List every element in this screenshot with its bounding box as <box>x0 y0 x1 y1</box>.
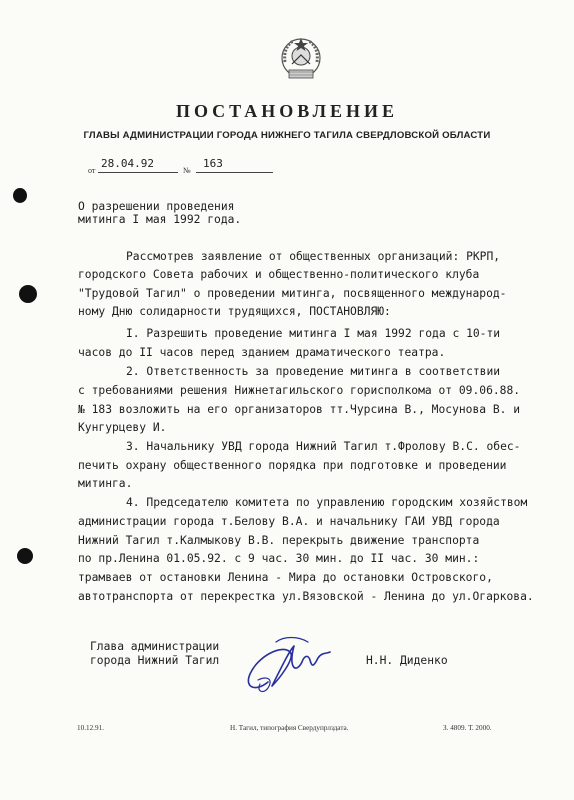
subject-line: О разрешении проведения <box>78 200 235 213</box>
document-date: 28.04.92 <box>101 157 154 170</box>
date-label: от <box>88 166 96 175</box>
body-line: администрации города т.Белову В.А. и начальнику ГАИ УВД города <box>78 515 500 528</box>
punch-hole-top <box>13 188 27 203</box>
footer-date: 10.12.91. <box>77 724 104 732</box>
footer-printer: Н. Тагил, типография Свердупрлздата. <box>230 724 349 732</box>
body-line: 4. Председателю комитета по управлению городским хозяйством <box>126 496 528 509</box>
body-line: Нижний Тагил т.Калмыкову В.В. перекрыть движение транспорта <box>78 534 480 547</box>
signatory-title: города Нижний Тагил <box>90 654 220 667</box>
body-line: 3. Начальнику УВД города Нижний Тагил т.Фролову В.С. обес- <box>126 440 521 453</box>
body-line: "Трудовой Тагил" о проведении митинга, посвященного междунаpод- <box>78 287 507 300</box>
body-line: митинга. <box>78 477 133 490</box>
page-subtitle: ГЛАВЫ АДМИНИСТРАЦИИ ГОРОДА НИЖНЕГО ТАГИЛА СВЕРДЛОВСКОЙ ОБЛАСТИ <box>83 130 491 141</box>
number-underline <box>196 172 273 173</box>
body-line: печить охрану общественного порядка при подготовке и проведении <box>78 459 507 472</box>
body-line: трамваев от остановки Ленина - Мира до остановки Островского, <box>78 571 493 584</box>
body-line: часов до II часов перед зданием драматического театра. <box>78 346 446 359</box>
page-title: ПОСТАНОВЛЕНИЕ <box>175 101 399 121</box>
punch-hole-bottom <box>17 548 33 564</box>
body-line: ному Дню солидарности трудящихся, ПОСТАНОВЛЯЮ: <box>78 305 391 318</box>
body-line: по пр.Ленина 01.05.92. с 9 час. 30 мин. до II час. 30 мин.: <box>78 552 480 565</box>
body-line: городского Совета рабочих и общественно-политического клуба <box>78 268 480 281</box>
handwritten-signature <box>238 622 342 702</box>
number-label: № <box>183 166 191 175</box>
punch-hole-middle <box>19 285 37 303</box>
document-number: 163 <box>203 157 223 170</box>
emblem-icon <box>277 34 325 84</box>
subject-line: митинга I мая 1992 года. <box>78 213 242 226</box>
body-line: 2. Ответственность за проведение митинга в соответствии <box>126 365 501 378</box>
body-line: Кунгурцеву И. <box>78 421 167 434</box>
date-underline <box>98 172 178 173</box>
signatory-title: Глава администрации <box>90 640 220 653</box>
body-line: с требованиями решения Нижнетагильского горисполкома от 09.06.88. <box>78 384 521 397</box>
body-line: № 183 возложить на его организаторов тт.Чурсина В., Мосунова В. и <box>78 403 521 416</box>
footer-order: З. 4809. Т. 2000. <box>443 724 492 732</box>
body-line: автотранспорта от перекрестка ул.Вязовской - Ленина до ул.Огаркова. <box>78 590 534 603</box>
signatory-name: Н.Н. Диденко <box>366 654 448 667</box>
body-line: I. Разрешить проведение митинга I мая 1992 года с 10-ти <box>126 327 501 340</box>
body-line: Рассмотрев заявление от общественных организаций: РКРП, <box>126 250 501 263</box>
